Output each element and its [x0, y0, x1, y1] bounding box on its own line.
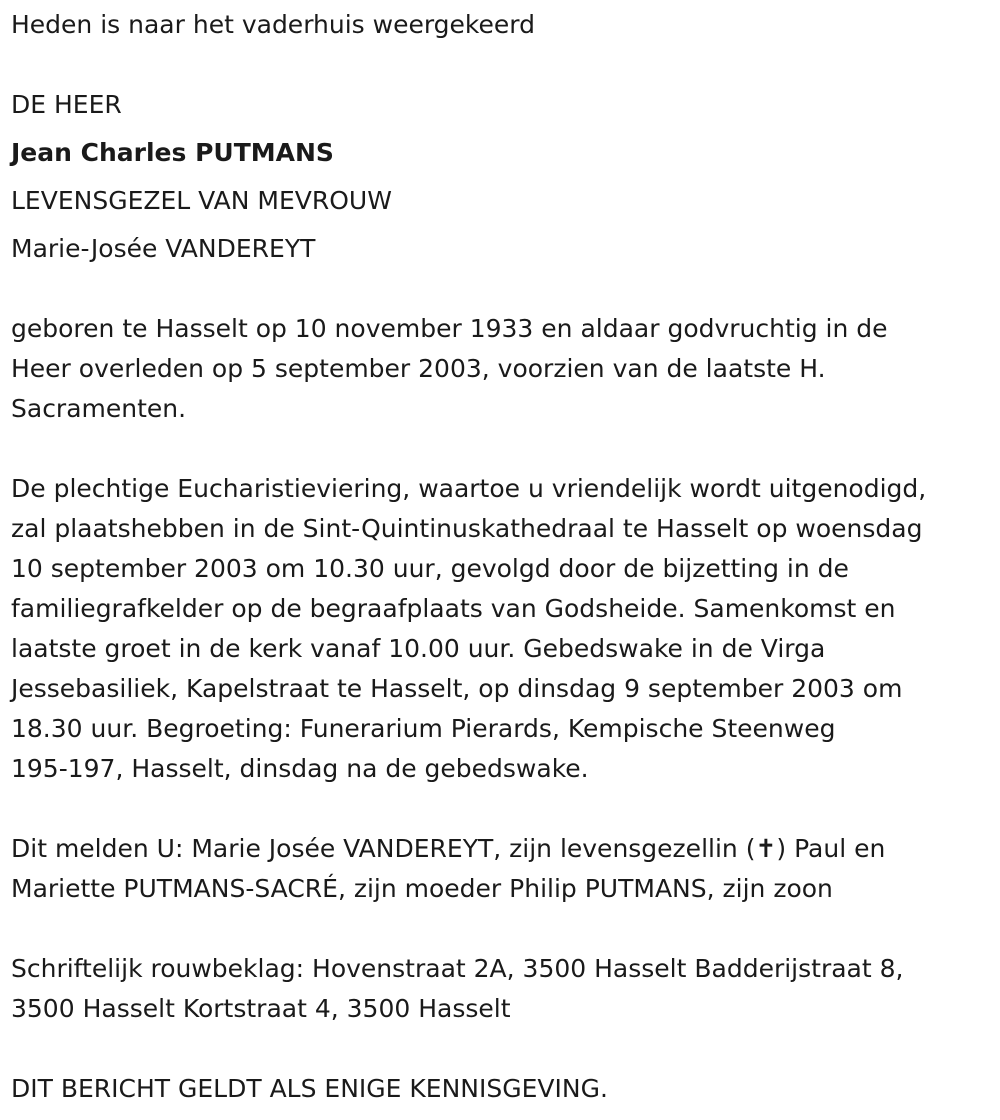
- paragraph-line: De plechtige Eucharistieviering, waartoe u vriendelijk wordt uitgenodigd,: [11, 474, 927, 503]
- partner-name: Marie-Josée VANDEREYT: [11, 234, 316, 263]
- paragraph-line: 195-197, Hasselt, dinsdag na de gebedswake.: [11, 754, 589, 783]
- paragraph-line: Sacramenten.: [11, 394, 187, 423]
- paragraph-line: Schriftelijk rouwbeklag: Hovenstraat 2A, 3500 Hasselt Badderijstraat 8,: [11, 954, 904, 983]
- honorific: DE HEER: [11, 90, 122, 119]
- intro-line: Heden is naar het vaderhuis weergekeerd: [11, 10, 535, 39]
- paragraph-line: 3500 Hasselt Kortstraat 4, 3500 Hasselt: [11, 994, 511, 1023]
- paragraph-line: Mariette PUTMANS-SACRÉ, zijn moeder Philip PUTMANS, zijn zoon: [11, 874, 833, 903]
- deceased-name: Jean Charles PUTMANS: [11, 138, 334, 167]
- paragraph-line: zal plaatshebben in de Sint-Quintinuskathedraal te Hasselt op woensdag: [11, 514, 923, 543]
- paragraph-line: Heer overleden op 5 september 2003, voorzien van de laatste H.: [11, 354, 826, 383]
- paragraph-line: familiegrafkelder op de begraafplaats van Godsheide. Samenkomst en: [11, 594, 896, 623]
- relation-label: LEVENSGEZEL VAN MEVROUW: [11, 186, 392, 215]
- paragraph-line: laatste groet in de kerk vanaf 10.00 uur. Gebedswake in de Virga: [11, 634, 826, 663]
- closing-line: DIT BERICHT GELDT ALS ENIGE KENNISGEVING.: [11, 1074, 608, 1103]
- paragraph-line: 10 september 2003 om 10.30 uur, gevolgd door de bijzetting in de: [11, 554, 849, 583]
- paragraph-line: Jessebasiliek, Kapelstraat te Hasselt, op dinsdag 9 september 2003 om: [11, 674, 903, 703]
- paragraph-line: 18.30 uur. Begroeting: Funerarium Pierards, Kempische Steenweg: [11, 714, 836, 743]
- paragraph-line: geboren te Hasselt op 10 november 1933 en aldaar godvruchtig in de: [11, 314, 888, 343]
- paragraph-line: Dit melden U: Marie Josée VANDEREYT, zijn levensgezellin (✝) Paul en: [11, 834, 886, 863]
